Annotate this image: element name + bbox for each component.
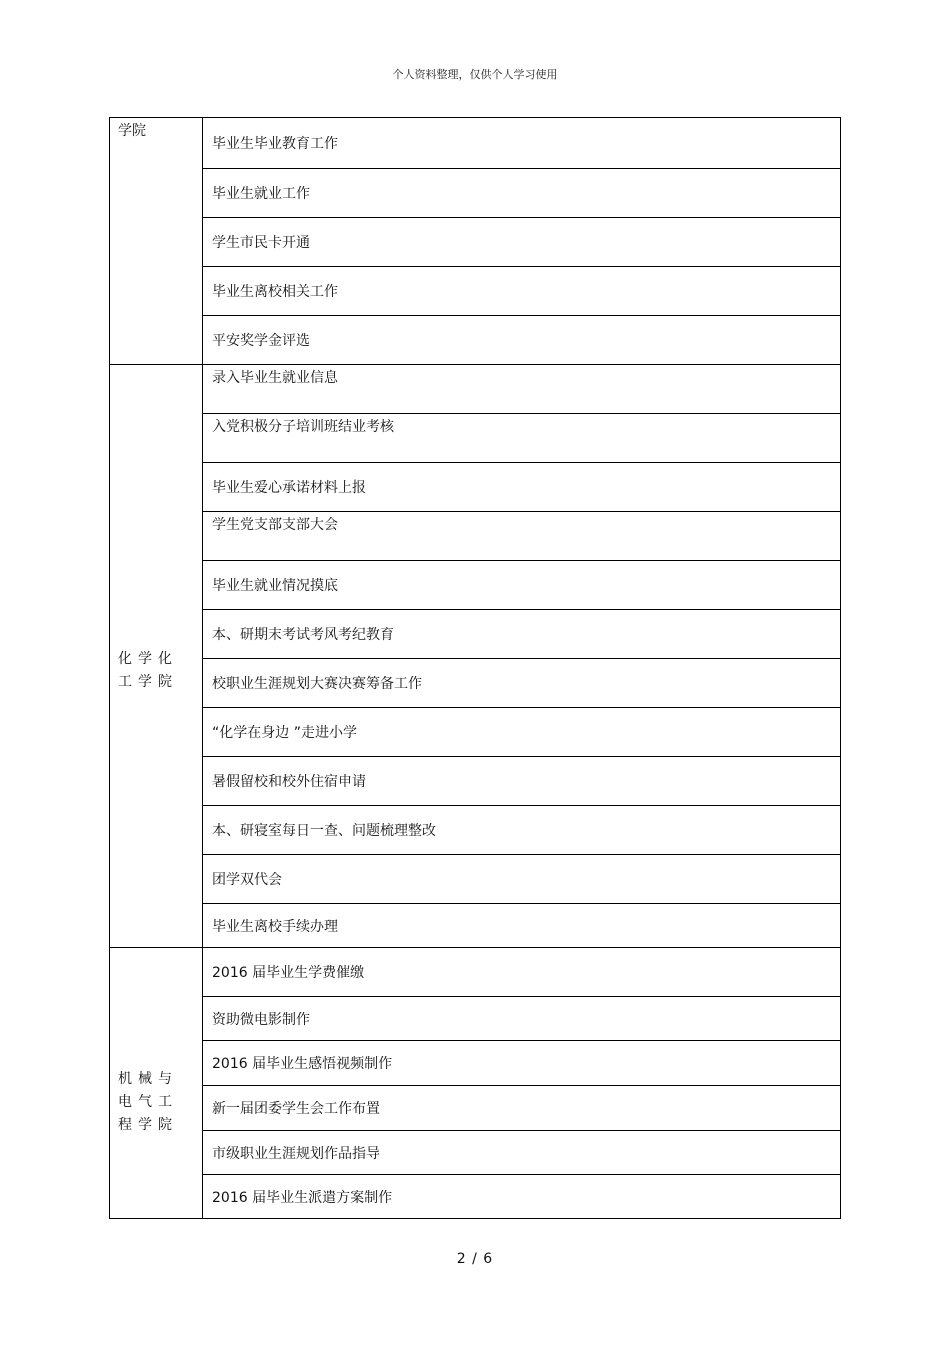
page-header: 个人资料整理，仅供个人学习使用: [392, 68, 558, 81]
task-row: 毕业生毕业教育工作: [212, 136, 338, 152]
task-row: 学生党支部支部大会: [203, 511, 840, 560]
college-name: 学院: [118, 123, 146, 139]
college-name: 化学化工学院: [118, 651, 178, 690]
task-row: 暑假留校和校外住宿申请: [203, 756, 840, 805]
schedule-table: [109, 117, 841, 1219]
task-row: 毕业生就业情况摸底: [203, 560, 840, 609]
task-list: [203, 948, 840, 1218]
task-row: 毕业生离校相关工作: [203, 266, 840, 315]
task-row: 平安奖学金评选: [203, 315, 840, 364]
college-cell: [110, 118, 203, 364]
task-list: [203, 118, 840, 364]
task-row: 资助微电影制作: [203, 996, 840, 1040]
task-row: 毕业生就业工作: [203, 168, 840, 217]
task-row: 2016 届毕业生学费催缴: [212, 965, 365, 981]
section-3: [110, 947, 840, 1218]
task-row: 2016 届毕业生派遣方案制作: [203, 1174, 840, 1218]
task-row: 本、研寝室每日一查、问题梳理整改: [203, 805, 840, 854]
task-row: 录入毕业生就业信息: [212, 370, 338, 386]
task-row: 市级职业生涯规划作品指导: [203, 1130, 840, 1174]
task-row: 校职业生涯规划大赛决赛筹备工作: [203, 658, 840, 707]
task-row: “化学在身边 ”走进小学: [203, 707, 840, 756]
task-row: 新一届团委学生会工作布置: [203, 1085, 840, 1130]
section-2: [110, 364, 840, 947]
task-row: 毕业生离校手续办理: [203, 903, 840, 947]
college-name: 机械与电气工程学院: [118, 1070, 178, 1133]
task-row: 2016 届毕业生感悟视频制作: [203, 1040, 840, 1085]
college-cell: [110, 365, 203, 947]
task-row: 入党积极分子培训班结业考核: [203, 413, 840, 462]
task-row: 毕业生爱心承诺材料上报: [203, 462, 840, 511]
task-row: 本、研期末考试考风考纪教育: [203, 609, 840, 658]
task-list: [203, 365, 840, 947]
section-1: [110, 118, 840, 364]
college-cell: [110, 948, 203, 1218]
task-row: 学生市民卡开通: [203, 217, 840, 266]
task-row: 团学双代会: [203, 854, 840, 903]
page-number: 2 / 6: [456, 1251, 494, 1267]
